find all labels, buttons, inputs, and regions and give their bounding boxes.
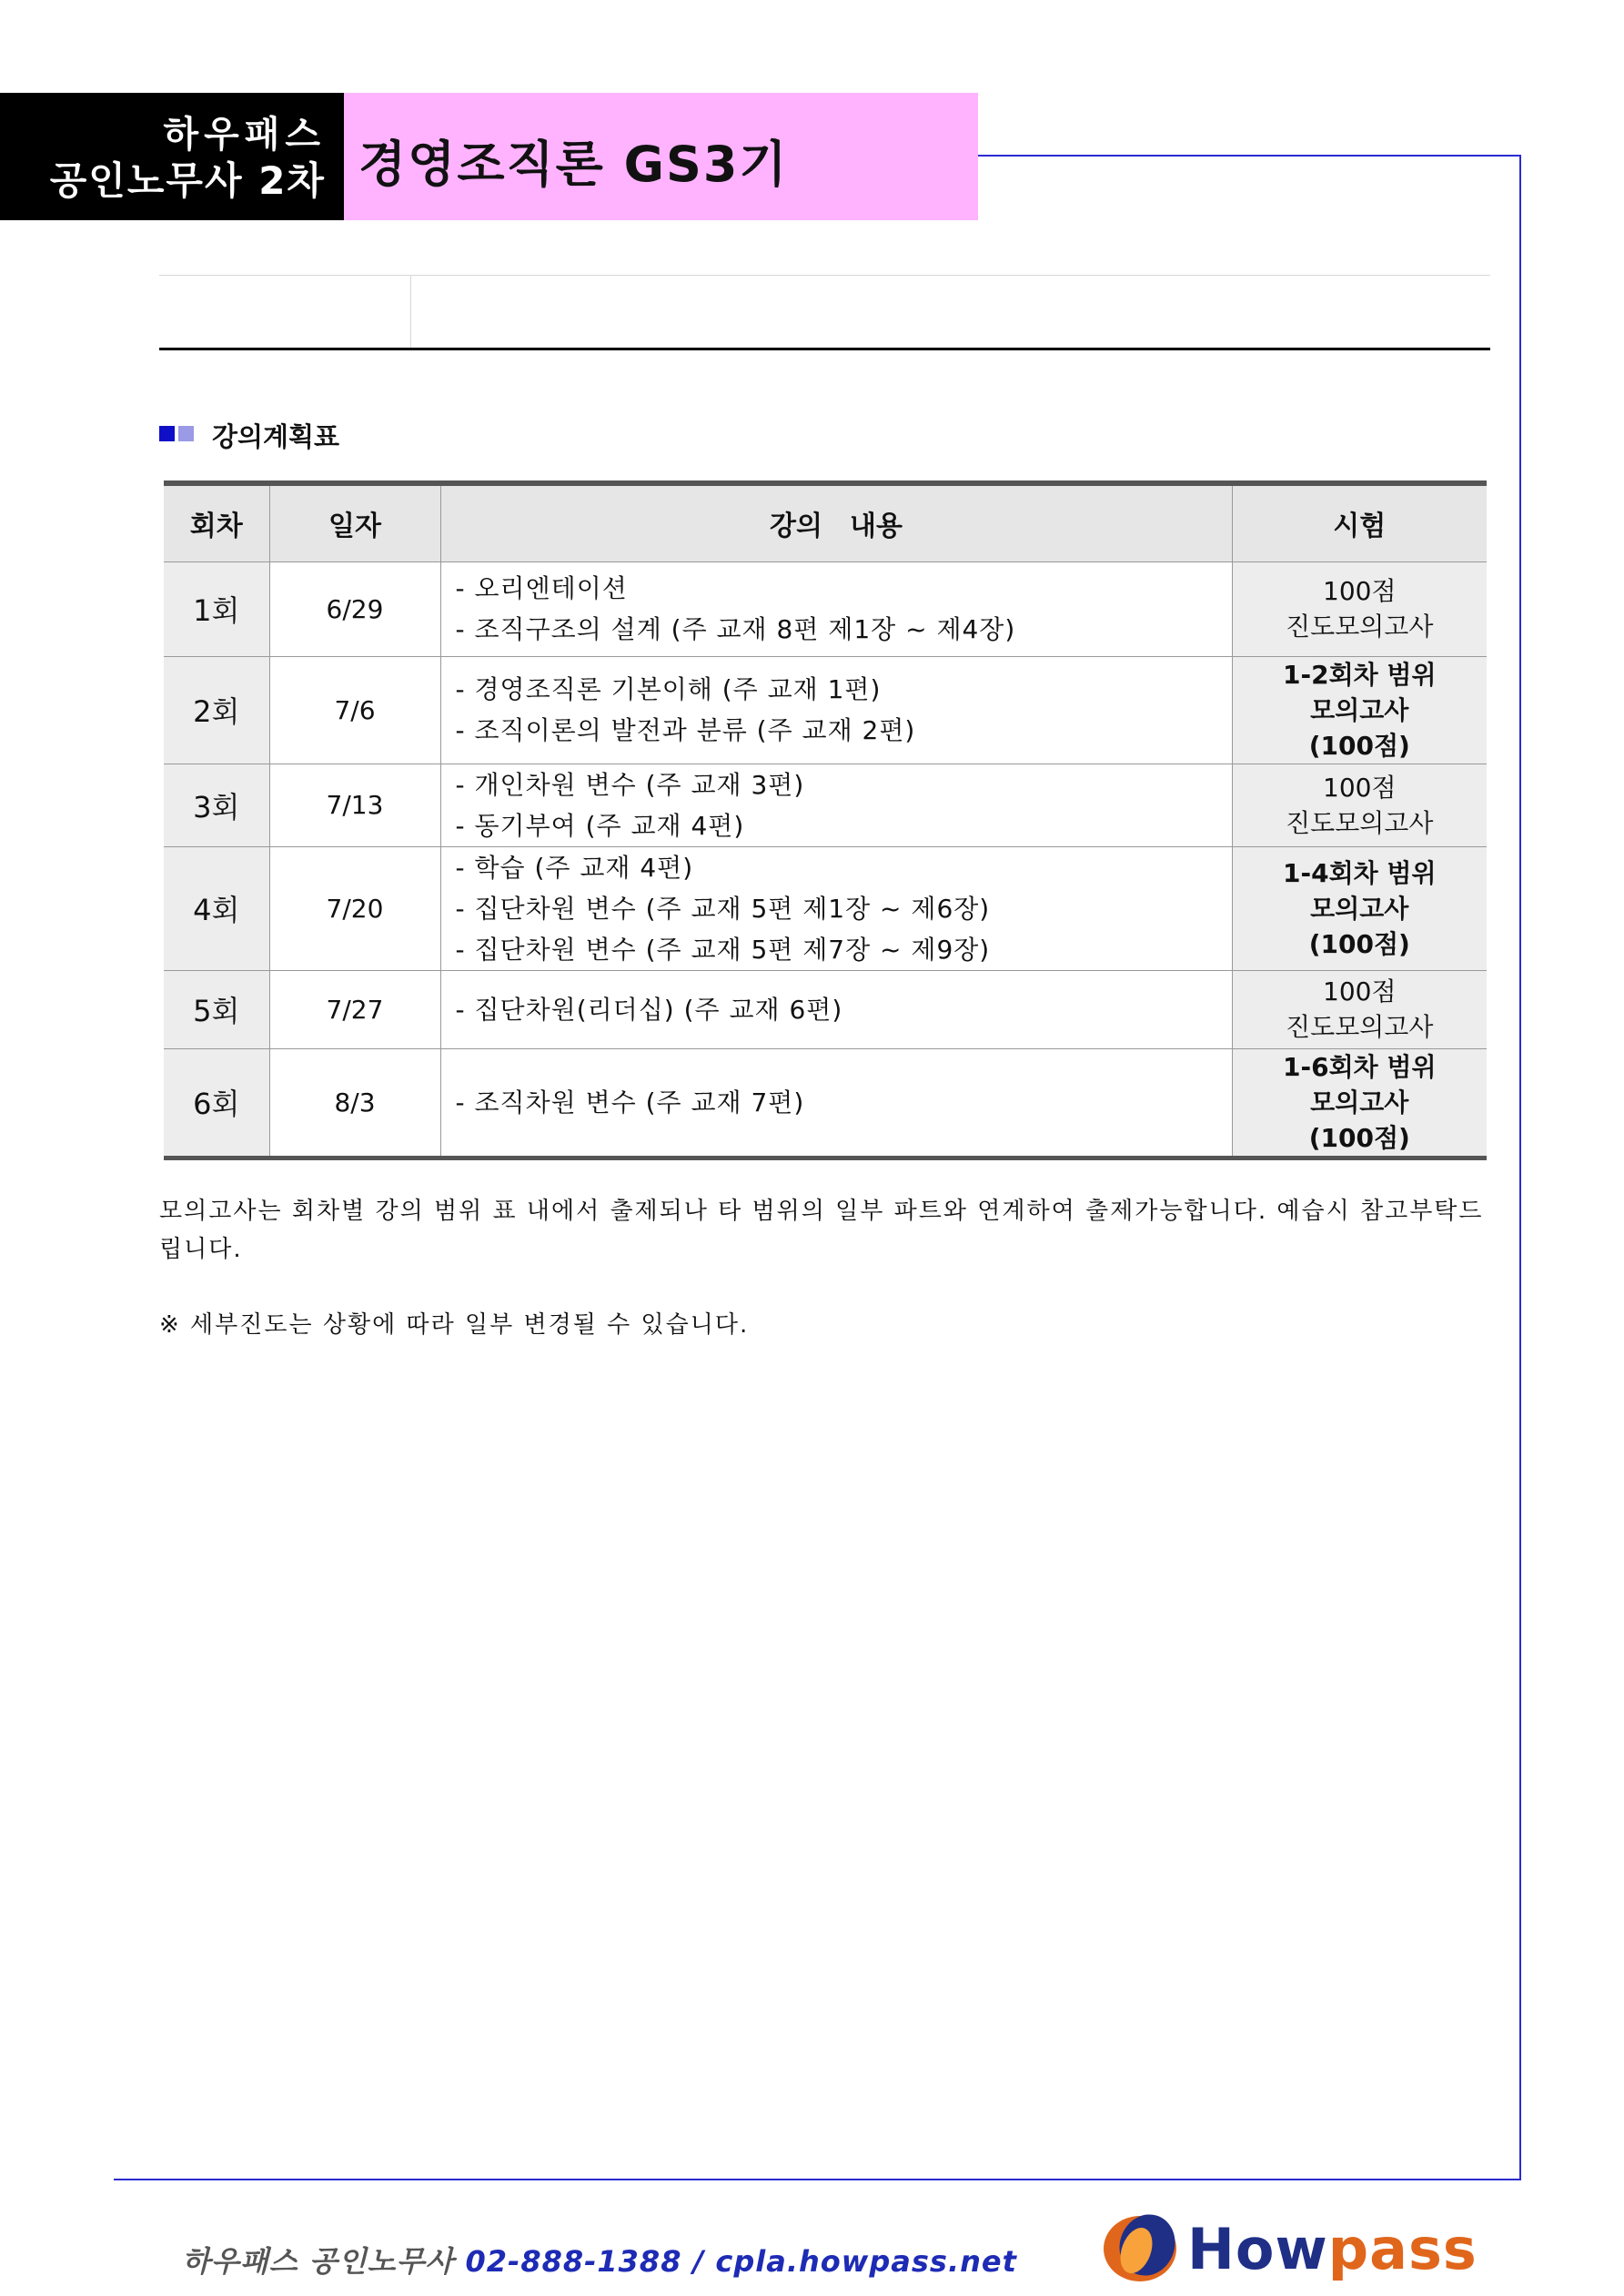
brand-subtitle: 공인노무사 2차 <box>49 158 326 203</box>
footer-company: 하우패스 공인노무사 <box>182 2244 455 2279</box>
logo-pass: pass <box>1327 2216 1478 2282</box>
exam-line: (100점) <box>1308 1122 1410 1153</box>
course-title: 경영조직론 GS3기 <box>358 136 789 193</box>
exam-line: (100점) <box>1308 730 1410 761</box>
date-cell: 7/27 <box>269 970 440 1048</box>
content-line: - 조직구조의 설계 (주 교재 8편 제1장 ~ 제4장) <box>455 614 1016 644</box>
session-cell: 6회 <box>164 1048 269 1158</box>
exam-cell <box>1232 656 1487 764</box>
logo-how: How <box>1187 2216 1328 2282</box>
content-cell <box>440 764 1232 846</box>
exam-line: 1-2회차 범위 <box>1282 659 1437 690</box>
exam-line: (100점) <box>1308 928 1410 959</box>
exam-cell <box>1232 846 1487 970</box>
exam-note: 모의고사는 회차별 강의 범위 표 내에서 출제되나 타 범위의 일부 파트와 연계하여 출제가능합니다. 예습시 참고부탁드립니다. <box>159 1198 1484 1263</box>
content-line: - 학습 (주 교재 4편) <box>455 852 694 883</box>
logo-swirl-icon <box>1096 2207 1187 2287</box>
content-cell <box>440 1048 1232 1158</box>
exam-line: 100점 <box>1323 976 1397 1006</box>
exam-cell <box>1232 764 1487 846</box>
session-cell: 3회 <box>164 764 269 846</box>
exam-line: 100점 <box>1323 772 1397 803</box>
date-cell: 8/3 <box>269 1048 440 1158</box>
header-content: 강의 내용 <box>440 483 1232 561</box>
exam-line: 진도모의고사 <box>1286 612 1434 642</box>
table-row <box>164 764 1487 846</box>
content-line: - 개인차원 변수 (주 교재 3편) <box>455 769 805 800</box>
exam-line: 모의고사 <box>1310 694 1409 725</box>
exam-line: 모의고사 <box>1310 1087 1409 1118</box>
exam-cell <box>1232 970 1487 1048</box>
content-line: - 조직차원 변수 (주 교재 7편) <box>455 1087 805 1118</box>
date-cell: 7/20 <box>269 846 440 970</box>
date-cell: 6/29 <box>269 561 440 656</box>
schedule-change-note: ※ 세부진도는 상황에 따라 일부 변경될 수 있습니다. <box>159 1311 750 1339</box>
content-line: - 동기부여 (주 교재 4편) <box>455 810 745 841</box>
content-line: - 집단차원 변수 (주 교재 5편 제1장 ~ 제6장) <box>455 893 991 924</box>
footer-separator: / <box>692 2244 705 2279</box>
header-exam: 시험 <box>1232 483 1487 561</box>
table-header-row <box>164 483 1487 561</box>
brand-block <box>0 93 344 220</box>
content-cell <box>440 561 1232 656</box>
session-cell: 4회 <box>164 846 269 970</box>
content-cell <box>440 970 1232 1048</box>
logo-wordmark <box>1187 2216 1478 2282</box>
info-box-bottom-line <box>159 348 1490 350</box>
howpass-logo <box>1096 2207 1497 2287</box>
exam-line: 1-6회차 범위 <box>1282 1051 1437 1082</box>
course-title-block <box>344 93 978 220</box>
footer-phone: 02-888-1388 <box>465 2244 682 2279</box>
brand-name: 하우패스 <box>163 114 326 156</box>
footer-contact <box>182 2239 1017 2281</box>
exam-cell <box>1232 1048 1487 1158</box>
content-line: - 오리엔테이션 <box>455 573 628 603</box>
section-title: 강의계획표 <box>212 421 340 452</box>
footer-website: cpla.howpass.net <box>715 2244 1017 2279</box>
session-cell: 5회 <box>164 970 269 1048</box>
exam-line: 1-4회차 범위 <box>1282 857 1437 888</box>
info-box-top-line <box>159 275 1490 276</box>
frame-right-line <box>1519 155 1521 2180</box>
table-row <box>164 1048 1487 1158</box>
frame-bottom-line <box>114 2179 1521 2180</box>
table-row <box>164 561 1487 656</box>
content-cell <box>440 846 1232 970</box>
session-cell: 2회 <box>164 656 269 764</box>
info-box-divider <box>410 275 411 348</box>
date-cell: 7/6 <box>269 656 440 764</box>
table-row <box>164 846 1487 970</box>
exam-cell <box>1232 561 1487 656</box>
exam-line: 100점 <box>1323 576 1397 606</box>
content-line: - 경영조직론 기본이해 (주 교재 1편) <box>455 674 882 704</box>
header-date: 일자 <box>269 483 440 561</box>
exam-line: 진도모의고사 <box>1286 807 1434 838</box>
schedule-table <box>164 480 1487 1160</box>
date-cell: 7/13 <box>269 764 440 846</box>
table-row <box>164 656 1487 764</box>
content-line: - 집단차원 변수 (주 교재 5편 제7장 ~ 제9장) <box>455 934 991 965</box>
content-line: - 집단차원(리더십) (주 교재 6편) <box>455 994 843 1025</box>
table-row <box>164 970 1487 1048</box>
frame-top-line <box>978 155 1521 157</box>
header-session: 회차 <box>164 483 269 561</box>
content-line: - 조직이론의 발전과 분류 (주 교재 2편) <box>455 715 916 745</box>
content-cell <box>440 656 1232 764</box>
exam-line: 진도모의고사 <box>1286 1012 1434 1042</box>
session-cell: 1회 <box>164 561 269 656</box>
exam-line: 모의고사 <box>1310 893 1409 924</box>
